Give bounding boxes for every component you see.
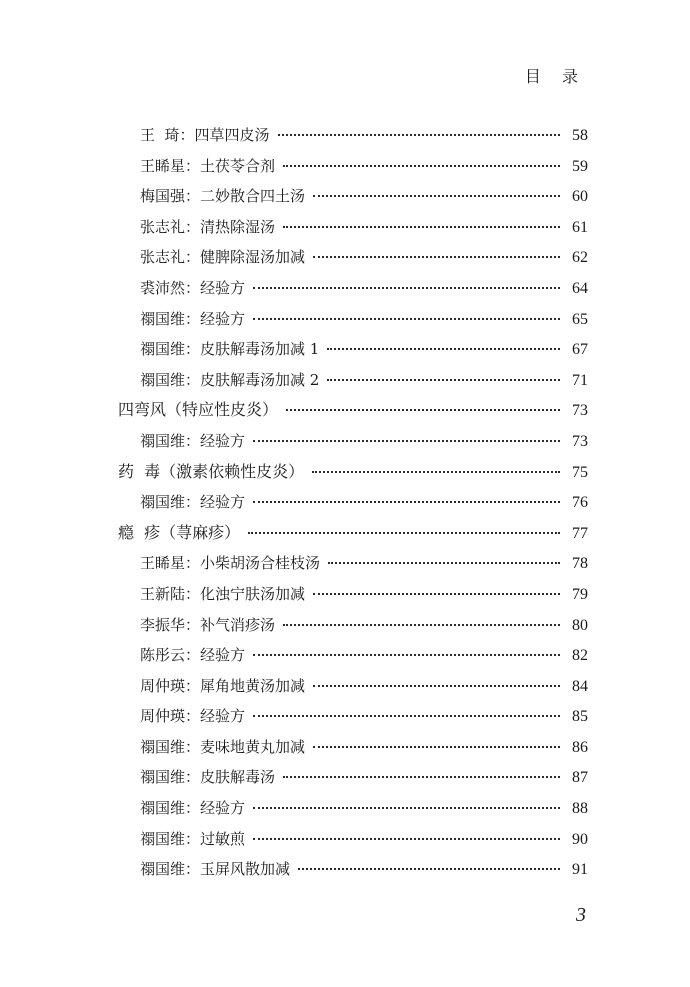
- toc-page-number: 58: [572, 127, 588, 144]
- toc-entry-title: 过敏煎: [200, 829, 246, 848]
- dot-leader: [283, 226, 560, 228]
- table-of-contents: [118, 120, 588, 885]
- toc-page-number: 76: [572, 494, 588, 512]
- dot-leader: [286, 409, 560, 411]
- toc-author: 禤国维：: [140, 431, 201, 450]
- toc-entry-title: 皮肤解毒汤加减 1: [200, 340, 320, 359]
- dot-leader: [298, 868, 560, 870]
- toc-page-number: 90: [572, 830, 588, 848]
- toc-entry-row[interactable]: [118, 732, 588, 763]
- toc-author: 禤国维：: [140, 829, 201, 848]
- toc-entry-row[interactable]: [118, 120, 588, 151]
- toc-entry-title: 经验方: [200, 493, 246, 512]
- toc-page-number: 85: [572, 708, 588, 726]
- toc-page-number: 80: [572, 616, 588, 634]
- toc-page-number: 71: [572, 371, 588, 389]
- dot-leader: [313, 746, 560, 748]
- dot-leader: [327, 348, 560, 350]
- toc-entry-row[interactable]: [118, 793, 588, 824]
- toc-author: 王新陆：: [140, 584, 201, 603]
- toc-entry-row[interactable]: [118, 579, 588, 610]
- dot-leader: [253, 287, 560, 289]
- toc-page-number: 78: [572, 555, 588, 573]
- dot-leader: [328, 562, 560, 564]
- toc-author: 周仲瑛：: [140, 676, 201, 695]
- dot-leader: [313, 256, 560, 258]
- toc-entry-title: 皮肤解毒汤: [200, 768, 276, 787]
- toc-author: 禤国维：: [140, 768, 201, 787]
- dot-leader: [313, 195, 560, 197]
- toc-entry-title: 经验方: [200, 431, 246, 450]
- toc-section-title: 瘾 疹（荨麻疹）: [118, 522, 241, 542]
- toc-entry-row[interactable]: [118, 181, 588, 212]
- toc-entry-row[interactable]: [118, 671, 588, 702]
- toc-page-number: 86: [572, 738, 588, 756]
- toc-author: 王睎星：: [140, 156, 201, 175]
- toc-entry-title: 麦味地黄丸加减: [200, 737, 306, 756]
- toc-page-number: 59: [572, 157, 588, 175]
- dot-leader: [253, 318, 560, 320]
- toc-entry-title: 经验方: [200, 646, 246, 665]
- toc-entry-title: 经验方: [200, 309, 246, 328]
- toc-section-row[interactable]: [118, 395, 588, 426]
- dot-leader: [253, 715, 560, 717]
- toc-entry-title: 四草四皮汤: [194, 126, 270, 144]
- toc-entry-row[interactable]: [118, 854, 588, 885]
- toc-entry-title: 经验方: [200, 278, 246, 297]
- toc-page-number: 73: [572, 432, 588, 450]
- toc-entry-row[interactable]: [118, 824, 588, 855]
- toc-page-number: 91: [572, 861, 588, 879]
- toc-author: 禤国维：: [140, 493, 201, 512]
- toc-entry-title: 补气消疹汤: [200, 615, 276, 634]
- dot-leader: [283, 776, 560, 778]
- toc-page-number: 67: [572, 341, 588, 359]
- toc-author: 禤国维：: [140, 309, 201, 328]
- toc-author: 张志礼：: [140, 248, 201, 267]
- toc-page-number: 75: [572, 463, 588, 481]
- toc-entry-title: 化浊宁肤汤加减: [200, 584, 306, 603]
- page-number: 3: [576, 904, 586, 926]
- toc-entry-title: 二妙散合四土汤: [200, 187, 306, 206]
- toc-entry-row[interactable]: [118, 426, 588, 457]
- toc-author: 禤国维：: [140, 737, 201, 756]
- toc-page-number: 88: [572, 800, 588, 818]
- toc-entry-title: 犀角地黄汤加减: [200, 676, 306, 695]
- dot-leader: [253, 440, 560, 442]
- dot-leader: [313, 593, 560, 595]
- toc-entry-row[interactable]: [118, 273, 588, 304]
- toc-entry-title: 土茯苓合剂: [200, 156, 276, 175]
- toc-author: 张志礼：: [140, 217, 201, 236]
- toc-entry-title: 健脾除湿汤加减: [200, 248, 306, 267]
- dot-leader: [283, 624, 560, 626]
- dot-leader: [283, 165, 560, 167]
- toc-entry-title: 经验方: [200, 707, 246, 726]
- toc-entry-row[interactable]: [118, 334, 588, 365]
- toc-page-number: 61: [572, 218, 588, 236]
- dot-leader: [312, 471, 560, 473]
- toc-page-number: 62: [572, 249, 588, 267]
- toc-author: 禤国维：: [140, 860, 201, 879]
- dot-leader: [253, 838, 560, 840]
- toc-entry-row[interactable]: [118, 151, 588, 182]
- dot-leader: [253, 807, 560, 809]
- toc-author: 禤国维：: [140, 340, 201, 359]
- dot-leader: [313, 685, 560, 687]
- toc-entry-row[interactable]: [118, 548, 588, 579]
- toc-entry-row[interactable]: [118, 487, 588, 518]
- toc-page-number: 73: [572, 402, 588, 420]
- toc-author: 陈彤云：: [140, 646, 201, 665]
- toc-section-title: 药 毒（激素依赖性皮炎）: [118, 461, 305, 481]
- toc-section-row[interactable]: [118, 518, 588, 549]
- running-header: 目 录: [524, 67, 586, 86]
- toc-page-number: 84: [572, 677, 588, 695]
- toc-entry-title: 小柴胡汤合桂枝汤: [200, 554, 321, 573]
- dot-leader: [253, 501, 560, 503]
- toc-entry-row[interactable]: [118, 212, 588, 243]
- toc-author: 裘沛然：: [140, 278, 201, 297]
- toc-entry-row[interactable]: [118, 365, 588, 396]
- toc-page-number: 77: [572, 524, 588, 542]
- toc-entry-title: 清热除湿汤: [200, 217, 276, 236]
- toc-entry-row[interactable]: [118, 762, 588, 793]
- dot-leader: [278, 134, 560, 136]
- toc-author: 李振华：: [140, 615, 201, 634]
- toc-author: 周仲瑛：: [140, 707, 201, 726]
- toc-page-number: 79: [572, 585, 588, 603]
- toc-author: 禤国维：: [140, 799, 201, 818]
- toc-entry-title: 玉屏风散加减: [200, 860, 291, 879]
- toc-page-number: 64: [572, 279, 588, 297]
- toc-entry-row[interactable]: [118, 610, 588, 641]
- toc-entry-title: 皮肤解毒汤加减 2: [200, 370, 320, 389]
- toc-entry-row[interactable]: [118, 242, 588, 273]
- dot-leader: [327, 379, 560, 381]
- toc-entry-title: 经验方: [200, 799, 246, 818]
- toc-page-number: 60: [572, 188, 588, 206]
- toc-author: 王睎星：: [140, 554, 201, 573]
- toc-page-number: 82: [572, 647, 588, 665]
- toc-entry-row[interactable]: [118, 640, 588, 671]
- toc-author: 王 琦：: [140, 126, 195, 144]
- toc-section-row[interactable]: [118, 457, 588, 488]
- toc-page-number: 87: [572, 769, 588, 787]
- toc-author: 梅国强：: [140, 187, 201, 206]
- toc-entry-row[interactable]: [118, 304, 588, 335]
- dot-leader: [253, 654, 560, 656]
- toc-page-number: 65: [572, 310, 588, 328]
- toc-entry-row[interactable]: [118, 701, 588, 732]
- dot-leader: [248, 532, 560, 534]
- toc-section-title: 四弯风（特应性皮炎）: [118, 400, 279, 420]
- toc-author: 禤国维：: [140, 370, 201, 389]
